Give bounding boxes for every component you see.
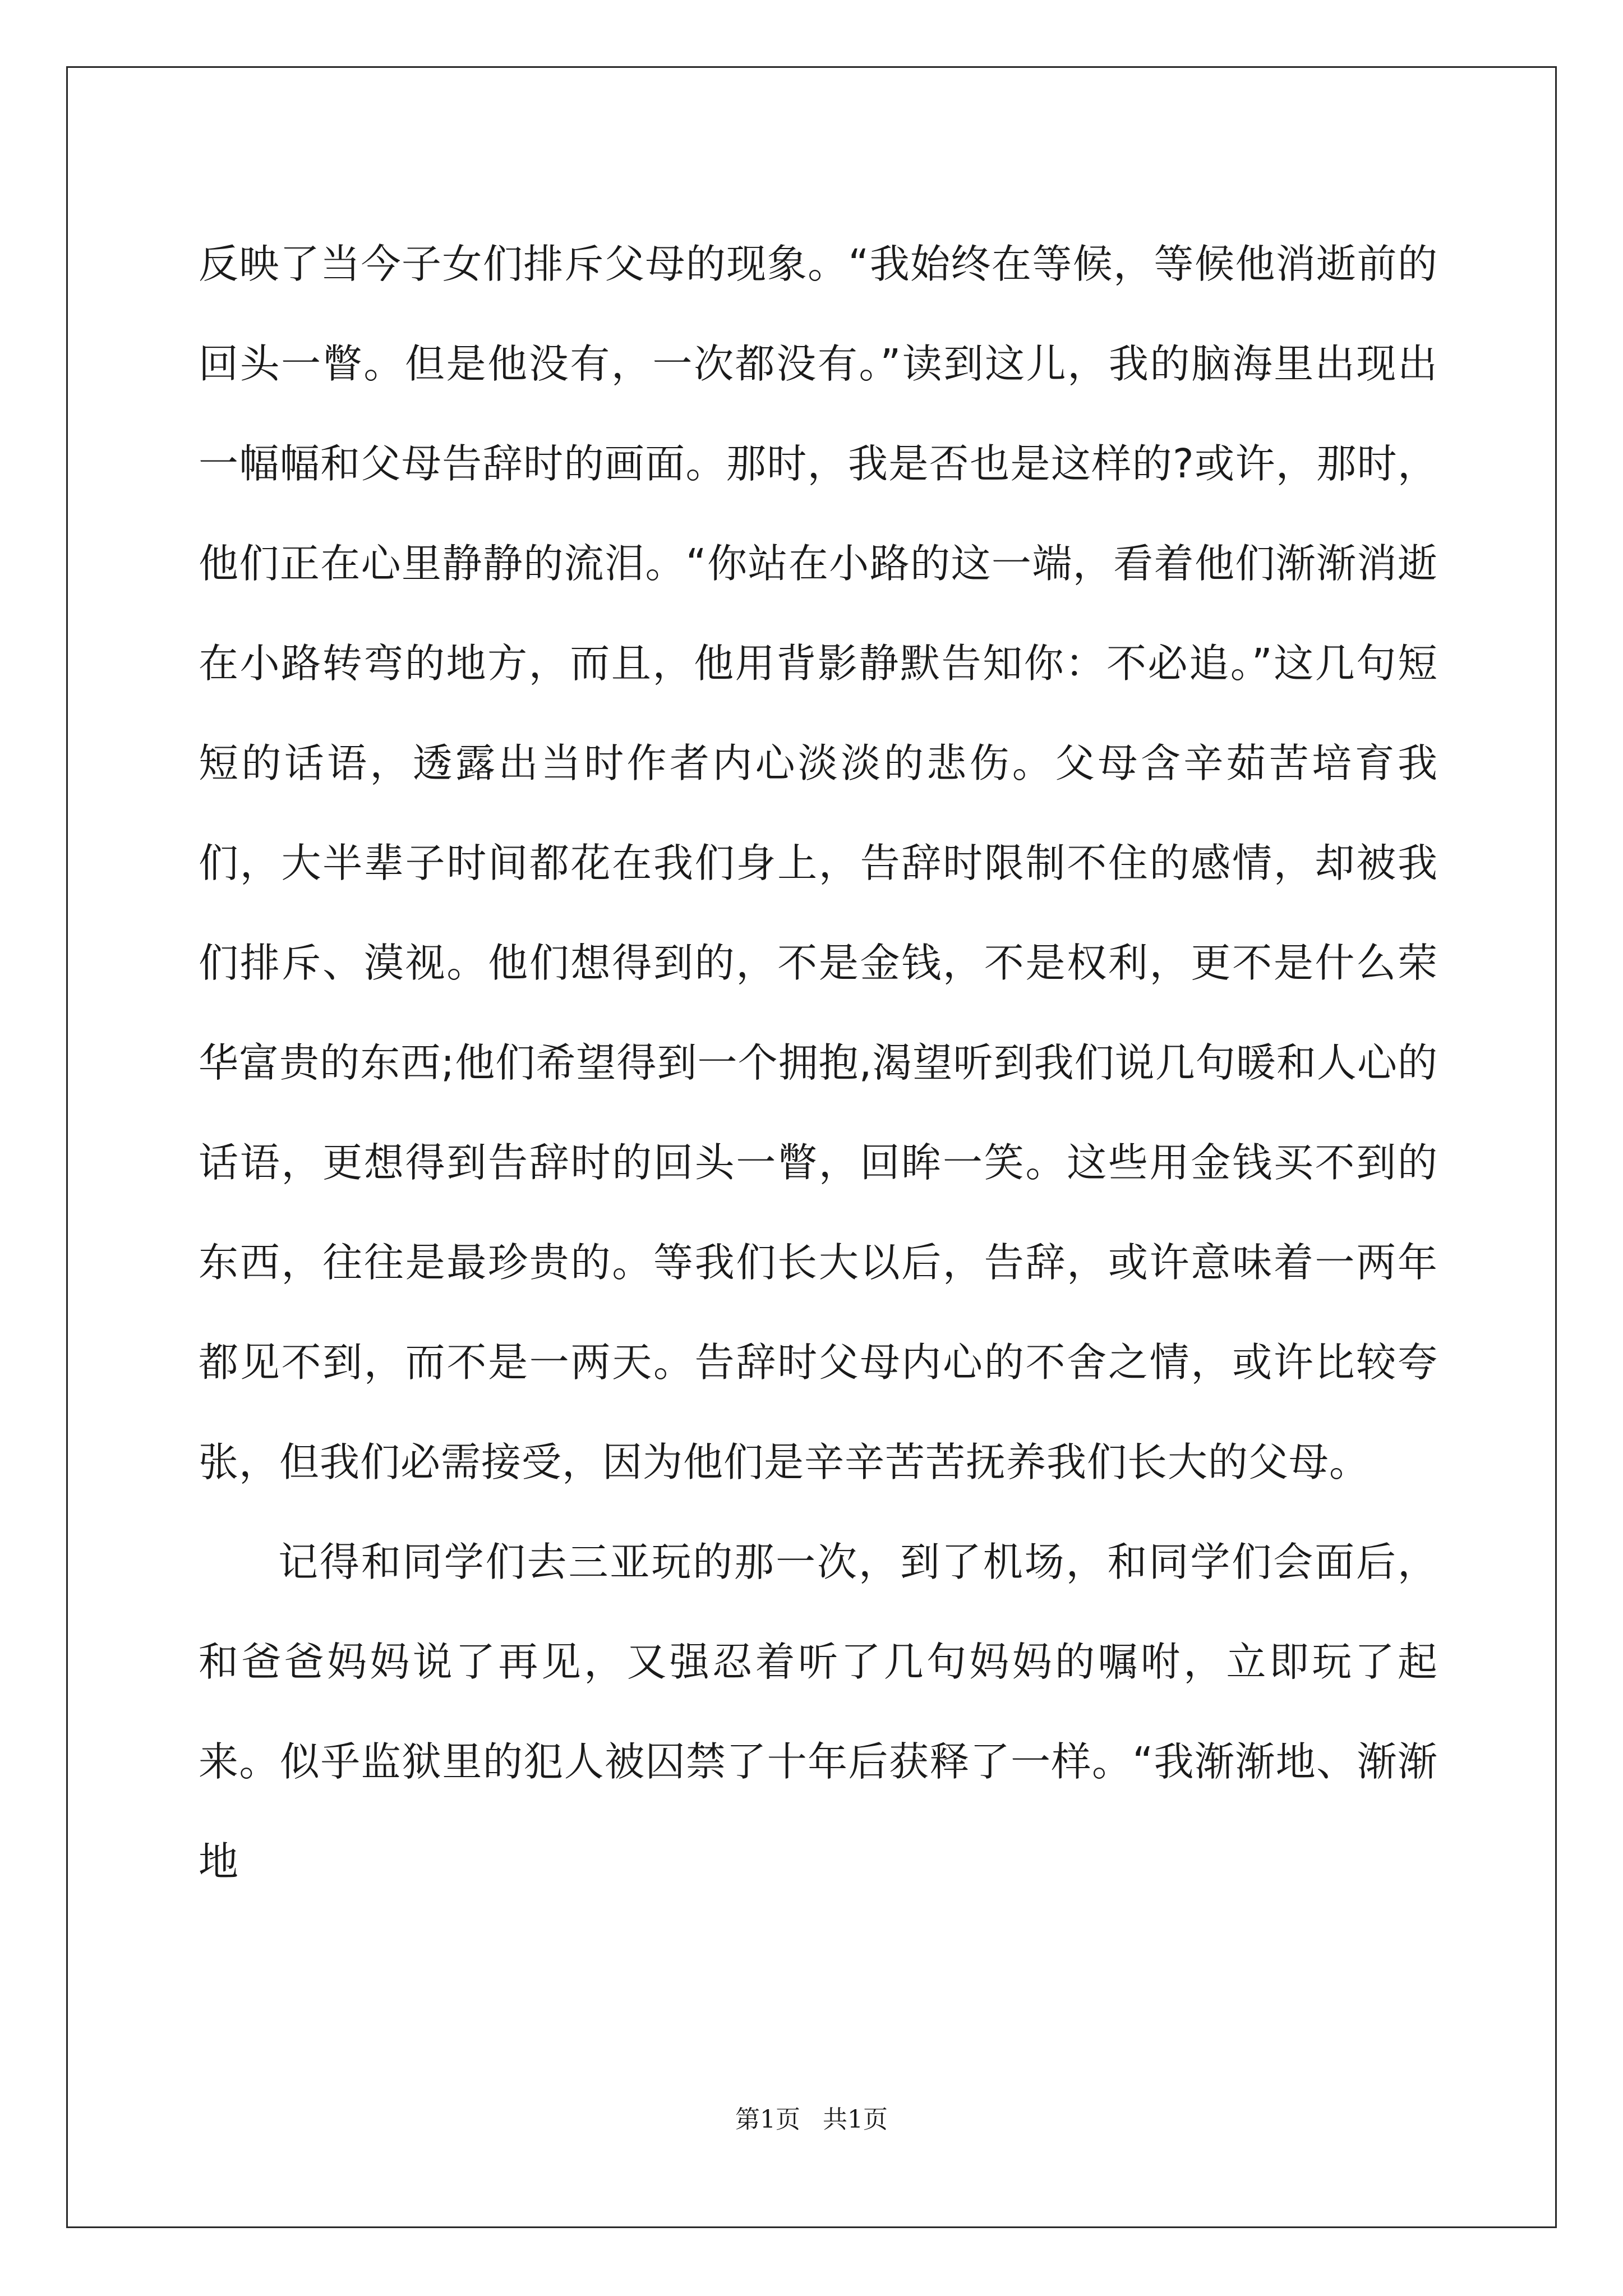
paragraph-2: 记得和同学们去三亚玩的那一次，到了机场，和同学们会面后，和爸爸妈妈说了再见，又强忍着听了几句妈妈的嘱咐，立即玩了起来。似乎监狱里的犯人被囚禁了十年后获释了一样。“我渐渐地、渐渐地 [199, 1539, 1438, 1885]
page-number: 第1页 [735, 2105, 800, 2134]
page-total: 共1页 [823, 2105, 888, 2134]
document-body [199, 214, 1438, 1912]
paragraph-1: 反映了当今子女们排斥父母的现象。“我始终在等候，等候他消逝前的回头一瞥。但是他没有，一次都没有。”读到这儿，我的脑海里出现出一幅幅和父母告辞时的画面。那时，我是否也是这样的?或许，那时，他们正在心里静静的流泪。“你站在小路的这一端，看着他们渐渐消逝在小路转弯的地方，而且，他用背影静默告知你：不必追。”这几句短短的话语，透露出当时作者内心淡淡的悲伤。父母含辛茹苦培育我们，大半辈子时间都花在我们身上，告辞时限制不住的感情，却被我们排斥、漠视。他们想得到的，不是金钱，不是权利，更不是什么荣华富贵的东西;他们希望得到一个拥抱,渴望听到我们说几句暖和人心的话语，更想得到告辞时的回头一瞥，回眸一笑。这些用金钱买不到的东西，往往是最珍贵的。等我们长大以后，告辞，或许意味着一两年都见不到，而不是一两天。告辞时父母内心的不舍之情，或许比较夸张，但我们必需接受，因为他们是辛辛苦苦抚养我们长大的父母。 [199, 241, 1438, 1485]
page-footer [0, 2099, 1623, 2135]
